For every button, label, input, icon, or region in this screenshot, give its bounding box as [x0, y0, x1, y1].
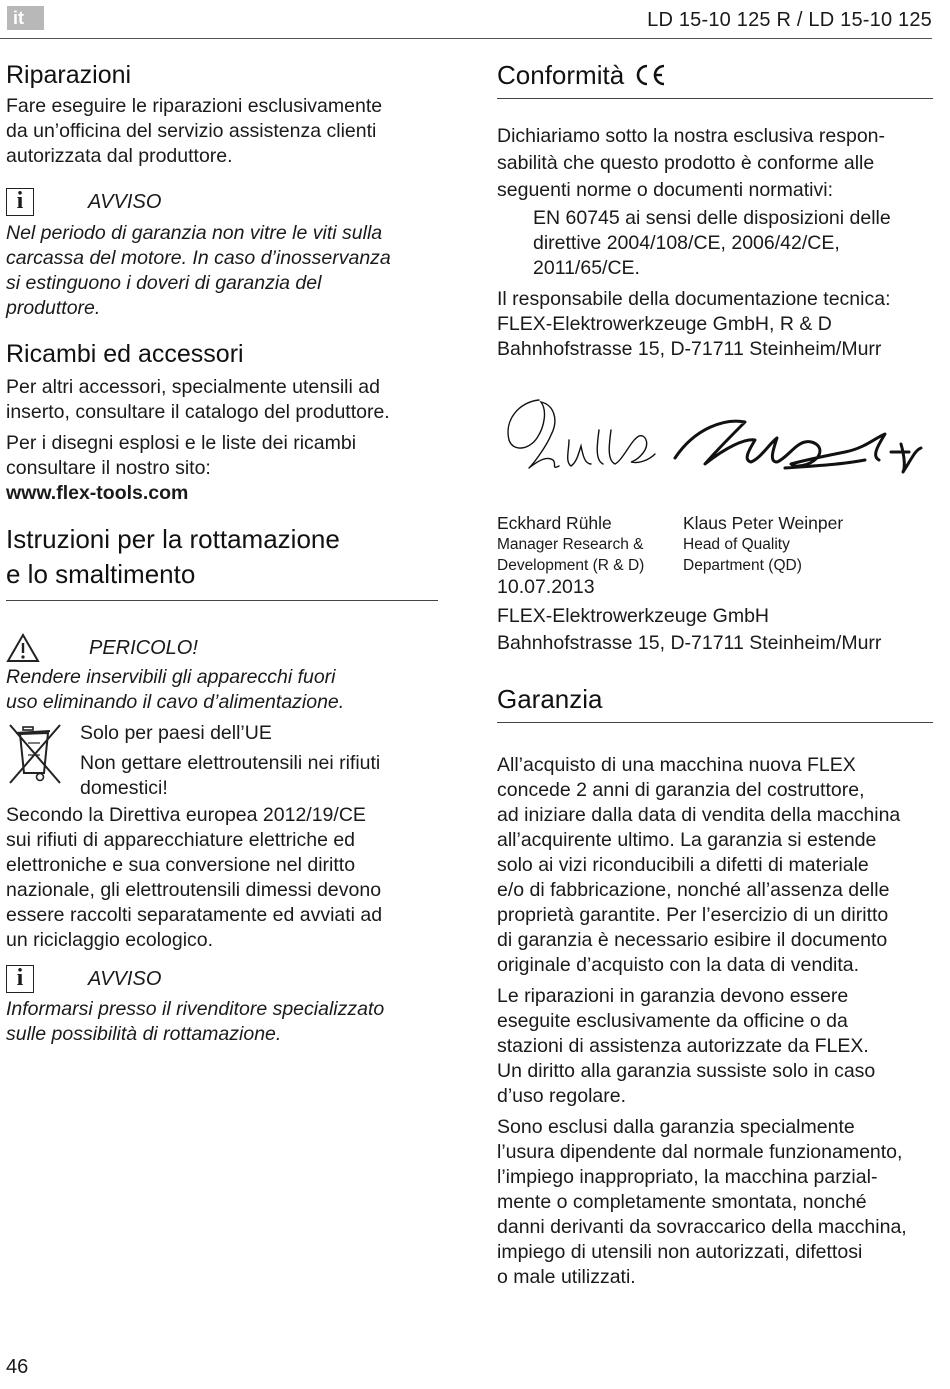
- info-icon: i: [6, 965, 34, 993]
- ce-mark-icon: [632, 63, 668, 87]
- conformita-responsible: Il responsabile della documentazione tecnica: FLEX-Elektrowerkzeuge GmbH, R & D Bahnhofstrasse 15, D-71711 Steinheim/Murr: [497, 288, 891, 360]
- garanzia-text-2: Le riparazioni in garanzia devono essere eseguite esclusivamente da officine o da stazioni di assistenza autorizzate da FLEX. Un diritto alla garanzia sussiste solo in caso d’uso regolare.: [497, 985, 876, 1107]
- conformita-intro: Dichiariamo sotto la nostra esclusiva respon- sabilità che questo prodotto è conforme alle seguenti norme o documenti normativi:: [497, 125, 886, 201]
- direttiva-text: Secondo la Direttiva europea 2012/19/CE sui rifiuti di apparecchiature elettriche ed elettroniche e sua conversione nel diritto nazionale, gli elettroutensili dimessi devono essere raccolti separatamente ed avviati ad un riciclaggio ecologico.: [6, 804, 383, 951]
- garanzia-text-3: Sono esclusi dalla garanzia specialmente l’usura dipendente dal normale funzionamento, l’impiego inappropriato, la macchina parzial- mente o completamente smontata, nonché danni derivanti da sovraccarico della macchina, impiego di utensili non autorizzati, difettosi o male utilizzati.: [497, 1116, 907, 1288]
- company-address: Bahnhofstrasse 15, D-71711 Steinheim/Murr: [497, 632, 882, 654]
- info-icon: i: [6, 188, 34, 216]
- declaration-date: 10.07.2013: [497, 576, 595, 598]
- avviso-label: AVVISO: [88, 190, 162, 213]
- signatory-list: [497, 512, 933, 576]
- heading-riparazioni: Riparazioni: [6, 61, 132, 89]
- header-rule: [0, 38, 932, 39]
- signatory-ruehle: Eckhard Rühle Manager Research & Development (R & D): [497, 513, 645, 574]
- weee-block: [6, 721, 438, 801]
- ricambi-text-1: Per altri accessori, specialmente utensili ad inserto, consultare il catalogo del produttore.: [6, 376, 390, 423]
- riparazioni-text: Fare eseguire le riparazioni esclusivamente da un’officina del servizio assistenza clienti autorizzata dal produttore.: [6, 95, 383, 167]
- heading-rottamazione: Istruzioni per la rottamazione e lo smaltimento: [6, 524, 340, 589]
- rottamazione-rule: [6, 600, 438, 601]
- garanzia-rule: [497, 722, 933, 723]
- heading-ricambi: Ricambi ed accessori: [6, 340, 244, 368]
- flex-url: www.flex-tools.com: [6, 482, 189, 504]
- pericolo-text: Rendere inservibili gli apparecchi fuori uso eliminando il cavo d’alimentazione.: [6, 666, 345, 713]
- avviso-label: AVVISO: [88, 967, 162, 990]
- avviso-notice-2: [6, 961, 438, 997]
- signatory-weinper: Klaus Peter Weinper Head of Quality Department (QD): [683, 513, 844, 574]
- pericolo-notice: [6, 631, 438, 665]
- ricambi-text-2: Per i disegni esplosi e le liste dei ricambi consultare il nostro sito: www.flex-tools.com: [6, 432, 357, 504]
- crossed-bin-icon: [6, 721, 64, 787]
- conformita-norms: EN 60745 ai sensi delle disposizioni delle direttive 2004/108/CE, 2006/42/CE, 2011/65/CE.: [533, 207, 891, 279]
- warning-icon: [6, 633, 40, 663]
- company-name: FLEX-Elektrowerkzeuge GmbH: [497, 605, 770, 627]
- avviso-text-1: Nel periodo di garanzia non vitre le viti sulla carcassa del motore. In caso d’inosservanza si estinguono i doveri di garanzia del produttore.: [6, 222, 391, 319]
- language-badge: it: [7, 6, 44, 30]
- model-title: LD 15-10 125 R / LD 15-10 125: [647, 9, 932, 31]
- heading-conformita: Conformità: [497, 58, 933, 92]
- signatures: [497, 390, 933, 510]
- signature-ruehle: [499, 390, 669, 490]
- avviso-text-2: Informarsi presso il rivenditore specializzato sulle possibilità di rottamazione.: [6, 998, 385, 1045]
- signature-weinper: [665, 408, 925, 478]
- page-number: 46: [6, 1356, 29, 1378]
- avviso-notice-1: [6, 183, 438, 221]
- weee-text: Solo per paesi dell’UE Non gettare elettroutensili nei rifiuti domestici!: [80, 722, 381, 799]
- garanzia-text-1: All’acquisto di una macchina nuova FLEX concede 2 anni di garanzia del costruttore, ad iniziare dalla data di vendita della macchina all’acquirente ultimo. La garanzia si estende solo ai vizi riconducibili a difetti di materiale e/o di fabbricazione, nonché all’assenza delle proprietà garantite. Per l’esercizio di un diritto di garanzia è necessario esibire il documento originale d’acquisto con la data di vendita.: [497, 754, 901, 976]
- left-column: [6, 58, 438, 1047]
- conformita-rule: [497, 98, 933, 99]
- heading-garanzia: Garanzia: [497, 684, 603, 714]
- right-column: [497, 58, 933, 1290]
- pericolo-label: PERICOLO!: [89, 636, 198, 659]
